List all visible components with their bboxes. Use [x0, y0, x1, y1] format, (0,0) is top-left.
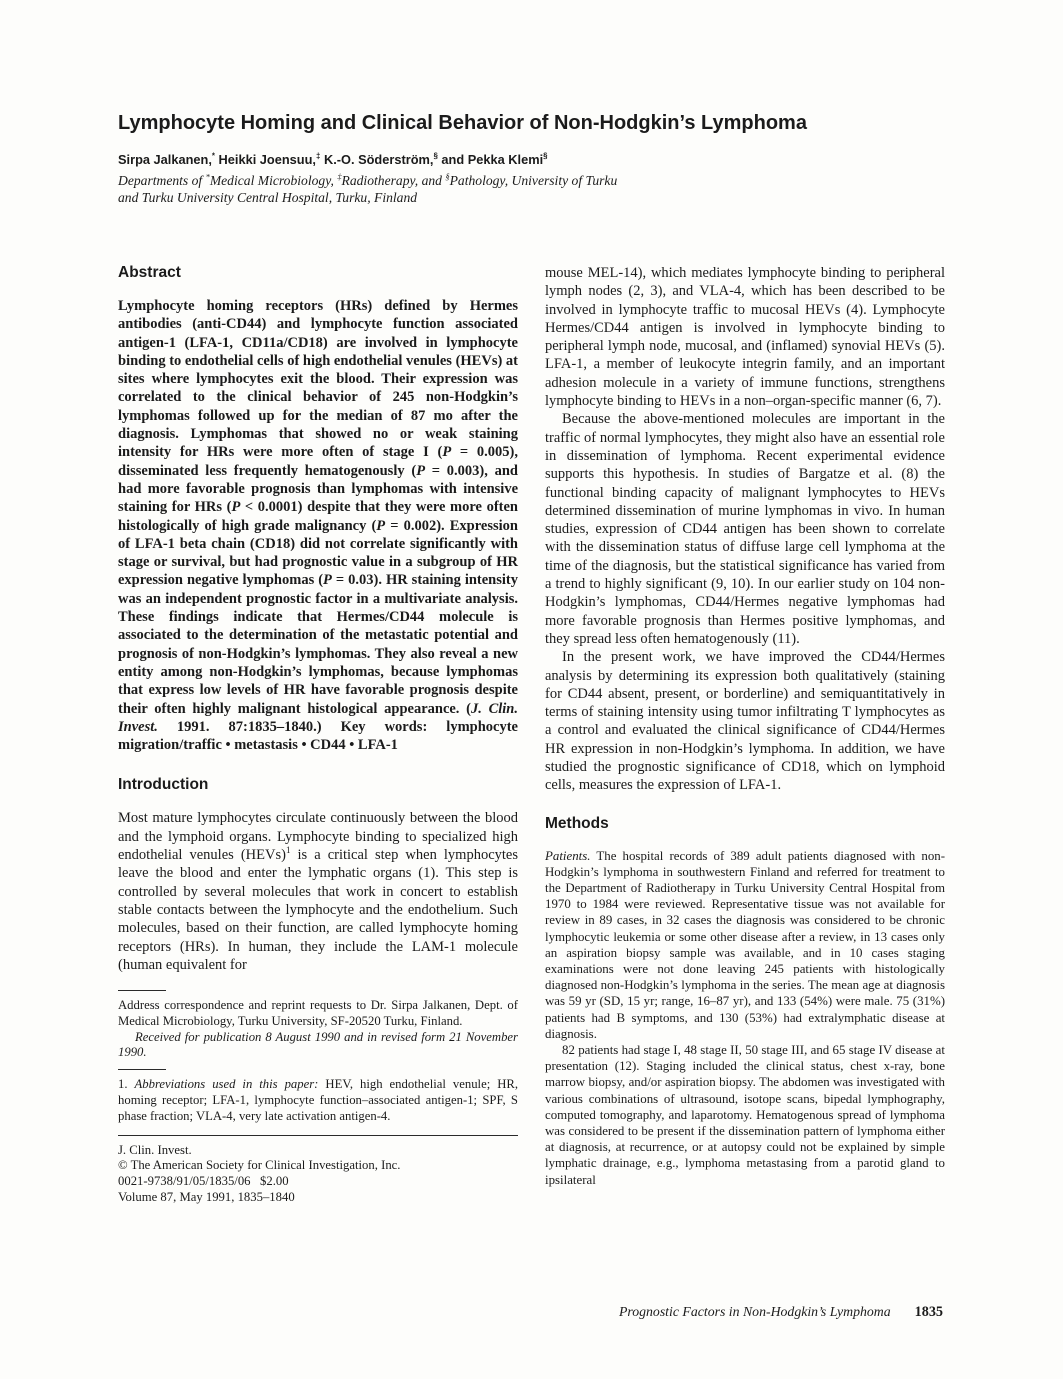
issn-price-line: 0021-9738/91/05/1835/06 $2.00: [118, 1174, 289, 1189]
methods-heading: Methods: [545, 814, 609, 832]
journal-info-divider: [118, 1135, 518, 1136]
footnote-divider: [118, 990, 166, 991]
page-number: 1835: [914, 1304, 943, 1320]
authors-line: Sirpa Jalkanen,* Heikki Joensuu,‡ K.-O. Söderström,§ and Pekka Klemi§: [118, 151, 548, 167]
copyright-line: © The American Society for Clinical Investigation, Inc.: [118, 1158, 401, 1173]
introduction-paragraph: Most mature lymphocytes circulate continuously between the blood and the lymphoid organs. Lymphocyte binding to specialized high endothelial venules (HEVs)$^1$ is a critical step when lymphocytes leave the blood and enter the lymphatic organs (1). This step is controlled by several molecules that work in concert to establish stable contacts between the lymphocyte and the endothelium. Such molecules, based on their function, are called lymphocyte homing receptors (HRs). In human, they include the LAM-1 molecule (human equivalent for: [118, 810, 518, 973]
two-column-body: [118, 264, 945, 1206]
introduction-heading: Introduction: [118, 776, 209, 794]
right-column: [545, 264, 945, 1206]
running-title: Prognostic Factors in Non-Hodgkin’s Lymphoma: [618, 1304, 891, 1319]
journal-info-block: [118, 1143, 518, 1206]
received-note: Received for publication 8 August 1990 and in revised form 21 November 1990.: [118, 1029, 518, 1060]
affiliation-line-1: Departments of *Medical Microbiology, ‡Radiotherapy, and §Pathology, University of Turku: [118, 171, 618, 188]
left-column: [118, 264, 518, 1206]
footnote-divider-2: [118, 1069, 166, 1070]
article-header: [118, 112, 945, 206]
journal-name: J. Clin. Invest.: [118, 1142, 192, 1157]
affiliation-line-2: and Turku University Central Hospital, Turku, Finland: [118, 190, 418, 205]
body-paragraph-3: In the present work, we have improved the CD44/Hermes analysis by determining its expression both qualitatively (staining for CD44 absent, present, or borderline) and semiquantitatively in terms of staining intensity using tumor infiltrating T lymphocytes as a control and evaluated the clinical significance of CD44/Hermes HR expression in non-Hodgkin’s lymphoma. In addition, we have studied the prognostic significance of CD18, which on lymphoid cells, measures the expression of LFA-1.: [545, 649, 945, 794]
volume-line: Volume 87, May 1991, 1835–1840: [118, 1190, 295, 1205]
page-title: Lymphocyte Homing and Clinical Behavior of Non-Hodgkin’s Lymphoma: [118, 112, 807, 134]
methods-paragraph-1: Patients. The hospital records of 389 adult patients diagnosed with non-Hodgkin’s lymphoma in southwestern Finland and referred for treatment to the Department of Radiotherapy in Turku University Central Hospital from 1970 to 1984 were reviewed. Representative tissue was not available for review in 89 cases, in 32 cases the diagnosis was considered to be chronic lymphocytic leukemia or some other disease after a review, in 13 cases only an aspiration biopsy sample was available, and in 10 cases staging examinations were not done leaving 245 patients with histologically diagnosed non-Hodgkin’s lymphoma in the series. The mean age at diagnosis was 59 yr (SD, 15 yr; range, 16–87 yr), and 133 (54%) were male. 75 (31%) patients had B symptoms, and 130 (53%) had extralymphatic disease at diagnosis.: [545, 848, 945, 1041]
footnote-block: [118, 990, 518, 1206]
body-paragraph-1: mouse MEL-14), which mediates lymphocyte binding to peripheral lymph nodes (2, 3), and VLA-4, which has been described to be involved in lymphocyte traffic to mucosal HEVs (4). Lymphocyte Hermes/CD44 antigen is involved in lymphocyte binding to peripheral lymph node, mucosal, and (inflamed) synovial HEVs (5). LFA-1, a member of leukocyte integrin family, and an important adhesion molecule in a variety of immune functions, strengthens lymphocyte binding to HEVs in a non–organ-specific manner (6, 7).: [545, 265, 945, 410]
body-paragraph-2: Because the above-mentioned molecules are important in the traffic of normal lymphocytes, they might also have an essential role in dissemination of lymphoma. Recent experimental evidence supports this hypothesis. In studies of Bargatze et al. (8) the functional binding capacity of malignant lymphocytes to HEVs determined dissemination of murine lymphomas in vivo. In human studies, expression of CD44 antigen has been shown to correlate with the dissemination status of diffuse large cell lymphoma at the time of the diagnosis, but the statistical significance has varied from a trend to highly significant (9, 10). In our earlier study on 104 non-Hodgkin’s lymphomas, CD44/Hermes negative lymphomas had more favorable prognosis than Hermes positive lymphomas, and they spread less often hematogenously (11).: [545, 411, 945, 647]
abstract-text: Lymphocyte homing receptors (HRs) defined by Hermes antibodies (anti-CD44) and lymphocyte function associated antigen-1 (LFA-1, CD11a/CD18) are involved in lymphocyte binding to endothelial cells of high endothelial venules (HEVs) at sites where lymphocytes exit the blood. Their expression was correlated to the clinical behavior of 245 non-Hodgkin’s lymphomas followed up for the median of 87 mo after the diagnosis. Lymphomas that showed no or weak staining intensity for HRs were more often of stage I (P = 0.005), disseminated less frequently hematogenously (P = 0.003), and had more favorable prognosis than lymphomas with intensive staining for HRs (P < 0.0001) despite that they were more often histologically of high grade malignancy (P = 0.002). Expression of LFA-1 beta chain (CD18) did not correlate significantly with stage or survival, but had prognostic value in a subgroup of HR expression negative lymphomas (P = 0.03). HR staining intensity was an independent prognostic factor in a multivariate analysis. These findings indicate that Hermes/CD44 molecule is associated to the determination of the metastatic potential and prognosis of non-Hodgkin’s lymphomas. They also reveal a new entity among non-Hodgkin’s lymphomas, because lymphomas that express low levels of HR have favorable prognosis despite their often highly malignant histological appearance. (J. Clin. Invest. 1991. 87:1835–1840.) Key words: lymphocyte migration/traffic • metastasis • CD44 • LFA-1: [118, 298, 519, 754]
correspondence-note: Address correspondence and reprint requests to Dr. Sirpa Jalkanen, Dept. of Medical Microbiology, Turku University, SF-20520 Turku, Finland.: [118, 998, 518, 1028]
methods-paragraph-2: 82 patients had stage I, 48 stage II, 50 stage III, and 65 stage IV disease at presentation (12). Staging included the clinical status, chest x-ray, bone marrow biopsy, and/or aspiration biopsy. The abdomen was investigated with various combinations of ultrasound, isotope scans, bipedal lymphography, computed tomography, and laparotomy. Hematogenous spread of lymphoma was considered to be present if the dissemination pattern of lymphoma either at diagnosis, at recurrence, or at autopsy could not be explained by simple lymphatic drainage, e.g., lymphoma metastasing from a parotid gland to ipsilateral: [545, 1043, 945, 1187]
abbreviations-note: 1. Abbreviations used in this paper: HEV, high endothelial venule; HR, homing receptor; LFA-1, lymphocyte function–associated antigen-1; SPF, S phase fraction; VLA-4, very late activation antigen-4.: [118, 1077, 518, 1123]
abstract-heading: Abstract: [118, 264, 181, 281]
page-footer: [619, 1304, 943, 1321]
